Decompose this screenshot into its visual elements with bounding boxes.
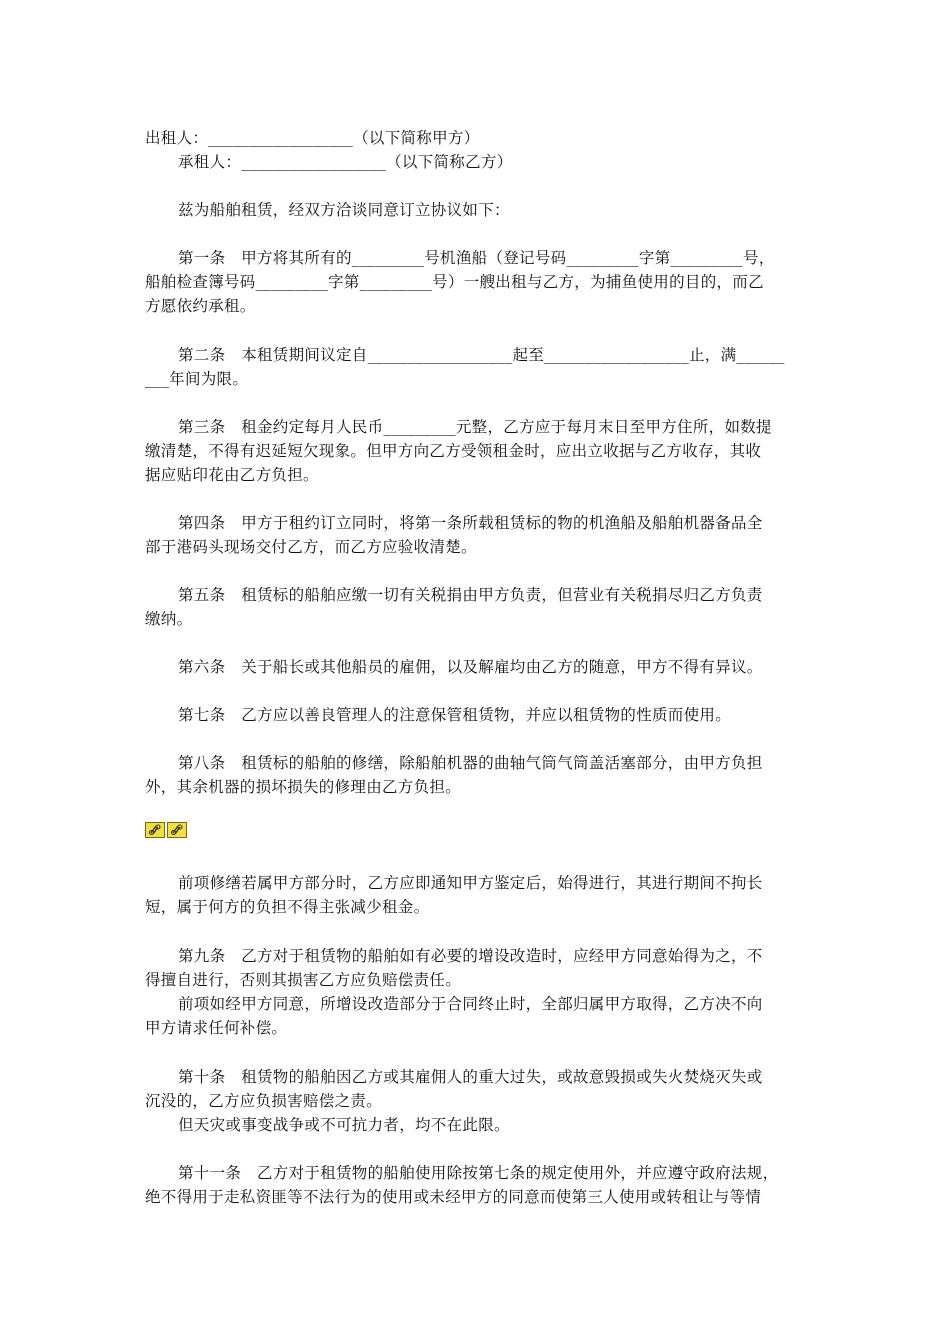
article-8-repair-line-2: 短，属于何方的负担不得主张减少租金。 (145, 898, 430, 916)
article-6: 第六条 关于船长或其他船员的雇佣，以及解雇均由乙方的随意，甲方不得有异议。 (178, 658, 763, 676)
article-9-line-2: 得擅自进行，否则其损害乙方应负赔偿责任。 (145, 971, 462, 989)
lessor-line: 出租人：__________________（以下简称甲方） (145, 129, 480, 147)
article-9-line-3: 前项如经甲方同意，所增设改造部分于合同终止时，全部归属甲方取得，乙方决不向 (178, 995, 763, 1013)
article-8-line-2: 外，其余机器的损坏损失的修理由乙方负担。 (145, 778, 462, 796)
article-4-line-1: 第四条 甲方于租约订立同时，将第一条所载租赁标的物的机渔船及船舶机器备品全 (178, 514, 763, 532)
preamble: 兹为船舶租赁，经双方洽谈同意订立协议如下： (178, 201, 510, 219)
article-7: 第七条 乙方应以善良管理人的注意保管租赁物，并应以租赁物的性质而使用。 (178, 706, 732, 724)
article-8-line-1: 第八条 租赁标的船舶的修缮，除船舶机器的曲轴气筒气筒盖活塞部分，由甲方负担 (178, 754, 763, 772)
article-3-line-2: 缴清楚，不得有迟延短欠现象。但甲方向乙方受领租金时，应出立收据与乙方收存，其收 (145, 442, 762, 460)
article-9-line-1: 第九条 乙方对于租赁物的船舶如有必要的增设改造时，应经甲方同意始得为之，不 (178, 947, 763, 965)
article-2-line-1: 第二条 本租赁期间议定自__________________起至__________________止，满______ (178, 346, 785, 364)
article-1-line-1: 第一条 甲方将其所有的_________号机渔船（登记号码_________字第_________号， (178, 249, 775, 267)
article-11-line-1: 第十一条 乙方对于租赁物的船舶使用除按第七条的规定使用外，并应遵守政府法规， (178, 1164, 779, 1182)
article-5-line-2: 缴纳。 (145, 610, 193, 628)
article-8-repair-line-1: 前项修缮若属甲方部分时，乙方应即通知甲方鉴定后，始得进行，其进行期间不拘长 (178, 874, 763, 892)
article-1-line-3: 方愿依约承租。 (145, 297, 256, 315)
article-3-line-1: 第三条 租金约定每月人民币_________元整，乙方应于每月末日至甲方住所，如数提 (178, 418, 772, 436)
article-1-line-2: 船舶检查簿号码_________字第_________号）一艘出租与乙方，为捕鱼使用的目的，而乙 (145, 273, 764, 291)
link-icon[interactable] (145, 822, 165, 838)
article-5-line-1: 第五条 租赁标的船舶应缴一切有关税捐由甲方负责，但营业有关税捐尽归乙方负责 (178, 586, 763, 604)
lessee-line: 承租人：__________________（以下简称乙方） (178, 153, 513, 171)
article-2-line-2: ___年间为限。 (145, 370, 249, 388)
article-4-line-2: 部于港码头现场交付乙方，而乙方应验收清楚。 (145, 538, 477, 556)
article-11-line-2: 绝不得用于走私资匪等不法行为的使用或未经甲方的同意而使第三人使用或转租让与等情 (145, 1188, 762, 1206)
embedded-icons (145, 822, 187, 838)
article-3-line-3: 据应贴印花由乙方负担。 (145, 466, 319, 484)
article-10-line-3: 但天灾或事变战争或不可抗力者，均不在此限。 (178, 1116, 510, 1134)
article-9-line-4: 甲方请求任何补偿。 (145, 1019, 288, 1037)
link-icon[interactable] (167, 822, 187, 838)
article-10-line-2: 沉没的，乙方应负损害赔偿之责。 (145, 1092, 383, 1110)
article-10-line-1: 第十条 租赁物的船舶因乙方或其雇佣人的重大过失，或故意毁损或失火焚烧灭失或 (178, 1068, 763, 1086)
